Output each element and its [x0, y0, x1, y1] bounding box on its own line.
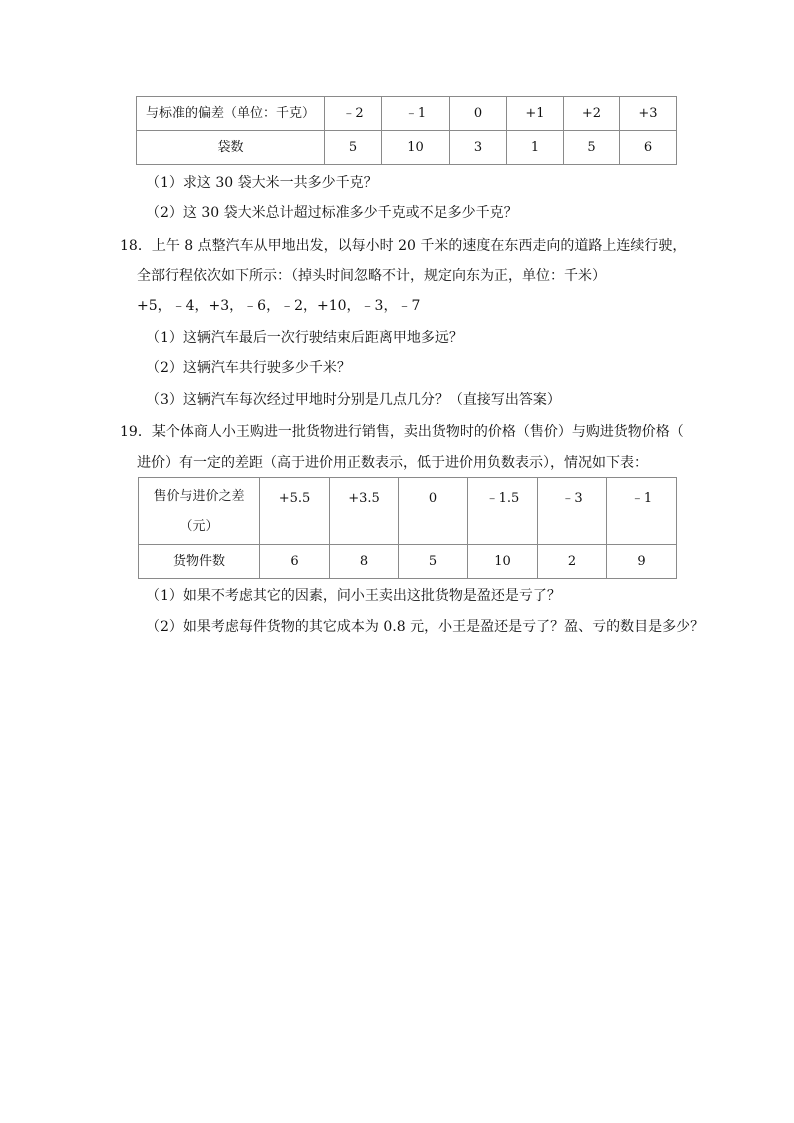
header-value-cell: ﹣2	[325, 97, 382, 131]
row-value-cell: 5	[564, 131, 620, 165]
header-value-cell: +5.5	[260, 478, 330, 545]
header-value-cell: 0	[399, 478, 468, 545]
q19-subquestion-1: （1）如果不考虑其它的因素，问小王卖出这批货物是盈还是亏了？	[146, 588, 561, 604]
header-label-cell: 与标准的偏差（单位：千克）	[137, 97, 325, 131]
row-value-cell: 1	[507, 131, 564, 165]
header-label-line-1: 售价与进价之差	[153, 489, 245, 504]
q18-stem-line-2: 全部行程依次如下所示：（掉头时间忽略不计，规定向东为正，单位：千米）	[137, 268, 606, 284]
q17-subquestion-2: （2）这 30 袋大米总计超过标准多少千克或不足多少千克？	[146, 205, 518, 221]
table-row	[137, 131, 677, 165]
header-value-cell: ﹣1	[607, 478, 677, 545]
header-label-line-2: （元）	[179, 519, 219, 534]
row-value-cell: 9	[607, 545, 677, 579]
header-value-cell: ﹣1	[382, 97, 450, 131]
row-value-cell: 6	[260, 545, 330, 579]
row-value-cell: 3	[450, 131, 507, 165]
header-value-cell: +3.5	[330, 478, 399, 545]
table-header-row	[137, 97, 677, 131]
header-value-cell: ﹣3	[538, 478, 607, 545]
row-label-cell: 货物件数	[139, 545, 260, 579]
header-value-cell: +3	[620, 97, 677, 131]
price-difference-table	[138, 477, 677, 579]
q18-subquestion-1: （1）这辆汽车最后一次行驶结束后距离甲地多远？	[146, 330, 463, 346]
table-header-row	[139, 478, 677, 545]
header-value-cell: +2	[564, 97, 620, 131]
row-value-cell: 5	[325, 131, 382, 165]
header-value-cell: 0	[450, 97, 507, 131]
header-label-cell	[139, 478, 260, 545]
row-value-cell: 8	[330, 545, 399, 579]
q19-stem-line-2: 进价）有一定的差距（高于进价用正数表示，低于进价用负数表示），情况如下表：	[137, 455, 648, 471]
row-value-cell: 10	[382, 131, 450, 165]
bag-deviation-table	[136, 96, 677, 165]
q18-subquestion-3: （3）这辆汽车每次经过甲地时分别是几点几分？（直接写出答案）	[146, 392, 561, 408]
row-label-cell: 袋数	[137, 131, 325, 165]
q18-stem-line-1: 18．上午 8 点整汽车从甲地出发，以每小时 20 千米的速度在东西走向的道路上连续行驶，	[120, 238, 687, 254]
q17-subquestion-1: （1）求这 30 袋大米一共多少千克？	[146, 175, 378, 191]
q19-stem-line-1: 19．某个体商人小王购进一批货物进行销售，卖出货物时的价格（售价）与购进货物价格（	[120, 424, 684, 440]
header-value-cell: +1	[507, 97, 564, 131]
q19-subquestion-2: （2）如果考虑每件货物的其它成本为 0.8 元，小王是盈还是亏了？盈、亏的数目是多少？	[146, 619, 705, 635]
row-value-cell: 2	[538, 545, 607, 579]
q18-subquestion-2: （2）这辆汽车共行驶多少千米？	[146, 360, 351, 376]
q18-data-line: +5，﹣4，+3，﹣6，﹣2，+10，﹣3，﹣7	[137, 298, 421, 314]
header-value-cell: ﹣1.5	[468, 478, 538, 545]
row-value-cell: 5	[399, 545, 468, 579]
table-row	[139, 545, 677, 579]
row-value-cell: 10	[468, 545, 538, 579]
row-value-cell: 6	[620, 131, 677, 165]
